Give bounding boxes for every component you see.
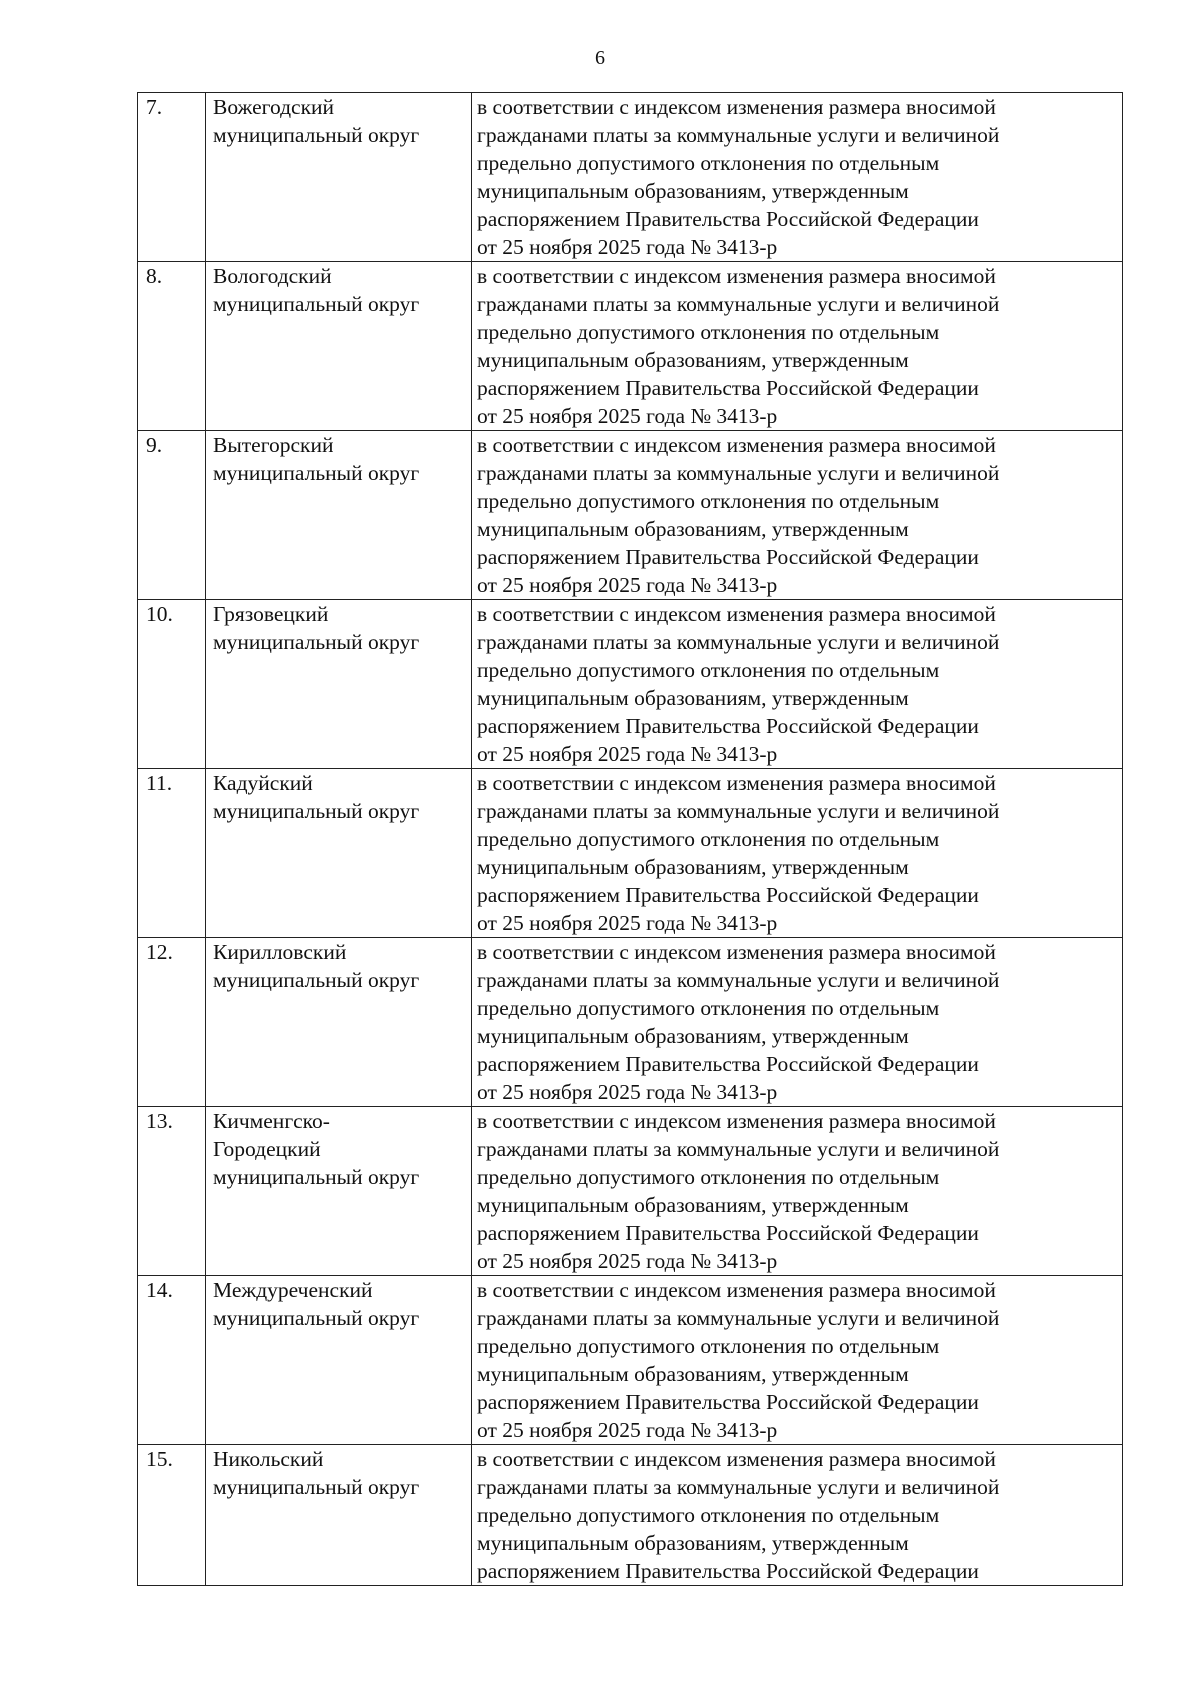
district-name-line: Кичменгско-	[213, 1109, 330, 1133]
row-number-cell	[138, 1107, 206, 1276]
description-cell	[472, 600, 1123, 769]
description-line: предельно допустимого отклонения по отдельным	[477, 996, 940, 1020]
district-name-cell	[206, 1445, 472, 1586]
district-name-cell	[206, 1107, 472, 1276]
description-cell	[472, 769, 1123, 938]
description-line: распоряжением Правительства Российской Федерации	[477, 1052, 979, 1076]
description-line: распоряжением Правительства Российской Федерации	[477, 376, 979, 400]
district-name-line: муниципальный округ	[213, 1306, 420, 1330]
table-row	[138, 600, 1123, 769]
district-name-line: Грязовецкий	[213, 602, 329, 626]
description-line: гражданами платы за коммунальные услуги и величиной	[477, 630, 1000, 654]
district-name-line: Кирилловский	[213, 940, 347, 964]
district-name-line: Междуреченский	[213, 1278, 373, 1302]
description-line: от 25 ноября 2025 года № 3413-р	[477, 573, 778, 597]
district-name-line: муниципальный округ	[213, 1165, 420, 1189]
description-line: гражданами платы за коммунальные услуги и величиной	[477, 123, 1000, 147]
description-line: гражданами платы за коммунальные услуги и величиной	[477, 799, 1000, 823]
description-line: распоряжением Правительства Российской Федерации	[477, 1559, 979, 1583]
description-line: гражданами платы за коммунальные услуги и величиной	[477, 1137, 1000, 1161]
description-line: гражданами платы за коммунальные услуги и величиной	[477, 292, 1000, 316]
table-row	[138, 1445, 1123, 1586]
description-cell	[472, 1107, 1123, 1276]
description-line: муниципальным образованиям, утвержденным	[477, 348, 909, 372]
description-cell	[472, 1276, 1123, 1445]
district-name-cell	[206, 600, 472, 769]
description-line: в соответствии с индексом изменения размера вносимой	[477, 95, 996, 119]
district-name-cell	[206, 262, 472, 431]
description-line: предельно допустимого отклонения по отдельным	[477, 489, 940, 513]
description-line: муниципальным образованиям, утвержденным	[477, 855, 909, 879]
district-name-cell	[206, 938, 472, 1107]
description-line: в соответствии с индексом изменения размера вносимой	[477, 940, 996, 964]
table-row	[138, 938, 1123, 1107]
district-name-line: муниципальный округ	[213, 799, 420, 823]
districts-table	[137, 92, 1123, 1586]
row-number-cell	[138, 938, 206, 1107]
district-name-line: муниципальный округ	[213, 1475, 420, 1499]
description-line: предельно допустимого отклонения по отдельным	[477, 151, 940, 175]
description-line: от 25 ноября 2025 года № 3413-р	[477, 1249, 778, 1273]
district-name-line: муниципальный округ	[213, 461, 420, 485]
district-name-cell	[206, 93, 472, 262]
description-line: муниципальным образованиям, утвержденным	[477, 1362, 909, 1386]
description-line: гражданами платы за коммунальные услуги и величиной	[477, 968, 1000, 992]
description-line: в соответствии с индексом изменения размера вносимой	[477, 1447, 996, 1471]
description-line: распоряжением Правительства Российской Федерации	[477, 714, 979, 738]
description-line: предельно допустимого отклонения по отдельным	[477, 1334, 940, 1358]
description-line: от 25 ноября 2025 года № 3413-р	[477, 404, 778, 428]
description-cell	[472, 1445, 1123, 1586]
description-cell	[472, 262, 1123, 431]
row-number-cell	[138, 1445, 206, 1586]
description-cell	[472, 938, 1123, 1107]
description-line: гражданами платы за коммунальные услуги и величиной	[477, 1475, 1000, 1499]
district-name-line: Вологодский	[213, 264, 332, 288]
row-number: 12.	[146, 940, 173, 964]
description-line: муниципальным образованиям, утвержденным	[477, 1024, 909, 1048]
district-name-cell	[206, 769, 472, 938]
district-name-line: муниципальный округ	[213, 630, 420, 654]
description-line: муниципальным образованиям, утвержденным	[477, 686, 909, 710]
row-number: 11.	[146, 771, 173, 795]
description-line: муниципальным образованиям, утвержденным	[477, 517, 909, 541]
description-line: в соответствии с индексом изменения размера вносимой	[477, 1278, 996, 1302]
description-line: от 25 ноября 2025 года № 3413-р	[477, 1418, 778, 1442]
row-number-cell	[138, 600, 206, 769]
district-name-cell	[206, 1276, 472, 1445]
description-line: от 25 ноября 2025 года № 3413-р	[477, 742, 778, 766]
district-name-line: муниципальный округ	[213, 292, 420, 316]
district-name-line: Никольский	[213, 1447, 324, 1471]
description-line: распоряжением Правительства Российской Федерации	[477, 545, 979, 569]
row-number: 7.	[146, 95, 163, 119]
description-cell	[472, 431, 1123, 600]
description-cell	[472, 93, 1123, 262]
description-line: в соответствии с индексом изменения размера вносимой	[477, 602, 996, 626]
row-number: 15.	[146, 1447, 173, 1471]
district-name-line: Городецкий	[213, 1137, 321, 1161]
table-row	[138, 262, 1123, 431]
page-number: 6	[595, 47, 605, 69]
description-line: предельно допустимого отклонения по отдельным	[477, 658, 940, 682]
description-line: распоряжением Правительства Российской Федерации	[477, 1390, 979, 1414]
description-line: гражданами платы за коммунальные услуги и величиной	[477, 1306, 1000, 1330]
description-line: в соответствии с индексом изменения размера вносимой	[477, 433, 996, 457]
description-line: распоряжением Правительства Российской Федерации	[477, 1221, 979, 1245]
description-line: муниципальным образованиям, утвержденным	[477, 1193, 909, 1217]
description-line: от 25 ноября 2025 года № 3413-р	[477, 1080, 778, 1104]
district-name-line: муниципальный округ	[213, 123, 420, 147]
table-row	[138, 93, 1123, 262]
description-line: распоряжением Правительства Российской Федерации	[477, 883, 979, 907]
row-number-cell	[138, 262, 206, 431]
district-name-line: муниципальный округ	[213, 968, 420, 992]
table-row	[138, 1107, 1123, 1276]
district-name-line: Кадуйский	[213, 771, 313, 795]
district-name-cell	[206, 431, 472, 600]
row-number-cell	[138, 431, 206, 600]
description-line: в соответствии с индексом изменения размера вносимой	[477, 771, 996, 795]
row-number: 8.	[146, 264, 163, 288]
row-number: 13.	[146, 1109, 173, 1133]
table-row	[138, 1276, 1123, 1445]
row-number: 10.	[146, 602, 173, 626]
row-number-cell	[138, 769, 206, 938]
row-number-cell	[138, 1276, 206, 1445]
description-line: от 25 ноября 2025 года № 3413-р	[477, 235, 778, 259]
description-line: предельно допустимого отклонения по отдельным	[477, 827, 940, 851]
description-line: муниципальным образованиям, утвержденным	[477, 1531, 909, 1555]
description-line: в соответствии с индексом изменения размера вносимой	[477, 264, 996, 288]
description-line: от 25 ноября 2025 года № 3413-р	[477, 911, 778, 935]
row-number: 14.	[146, 1278, 173, 1302]
district-name-line: Вожегодский	[213, 95, 335, 119]
description-line: предельно допустимого отклонения по отдельным	[477, 1503, 940, 1527]
description-line: гражданами платы за коммунальные услуги и величиной	[477, 461, 1000, 485]
row-number: 9.	[146, 433, 163, 457]
description-line: распоряжением Правительства Российской Федерации	[477, 207, 979, 231]
table-body	[138, 93, 1123, 1586]
district-name-line: Вытегорский	[213, 433, 334, 457]
description-line: муниципальным образованиям, утвержденным	[477, 179, 909, 203]
description-line: в соответствии с индексом изменения размера вносимой	[477, 1109, 996, 1133]
table-row	[138, 431, 1123, 600]
row-number-cell	[138, 93, 206, 262]
description-line: предельно допустимого отклонения по отдельным	[477, 320, 940, 344]
description-line: предельно допустимого отклонения по отдельным	[477, 1165, 940, 1189]
table-row	[138, 769, 1123, 938]
